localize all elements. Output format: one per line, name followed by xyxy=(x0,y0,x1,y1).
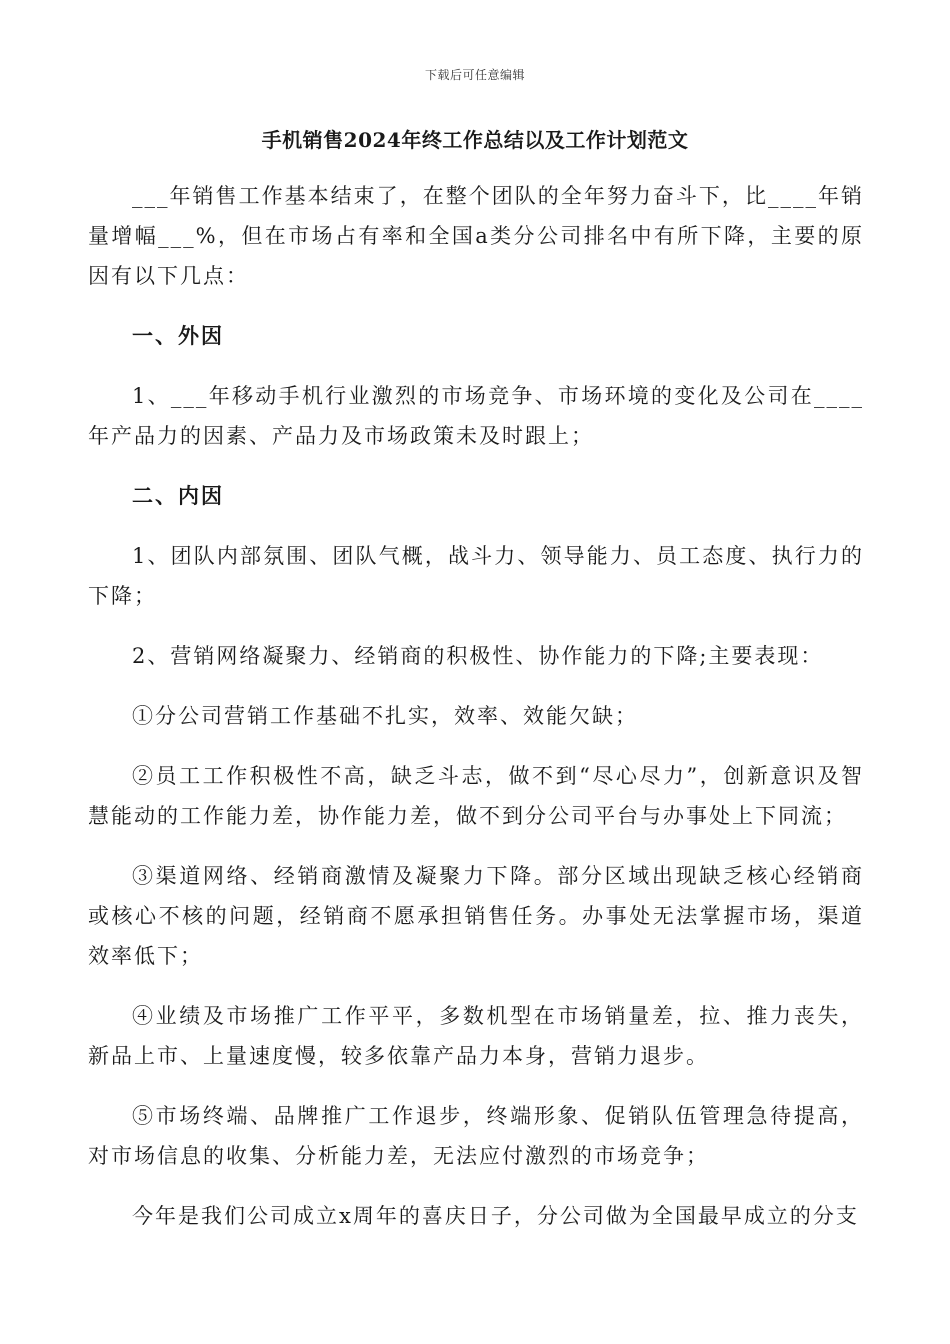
paragraph-internal-1: 1、团队内部氛围、团队气概，战斗力、领导能力、员工态度、执行力的下降； xyxy=(88,544,864,608)
paragraph-intro: ___年销售工作基本结束了，在整个团队的全年努力奋斗下，比____年销量增幅___%，但在市场占有率和全国a类分公司排名中有所下降，主要的原因有以下几点： xyxy=(88,184,864,288)
document-title: 手机销售2024年终工作总结以及工作计划范文 xyxy=(261,128,689,152)
section-heading-external: 一、外因 xyxy=(132,323,224,348)
paragraph-point-2: ②员工工作积极性不高，缺乏斗志，做不到“尽心尽力”，创新意识及智慧能动的工作能力差，协作能力差，做不到分公司平台与办事处上下同流； xyxy=(88,764,864,828)
paragraph-internal-2: 2、营销网络凝聚力、经销商的积极性、协作能力的下降;主要表现： xyxy=(132,644,824,668)
paragraph-point-3: ③渠道网络、经销商激情及凝聚力下降。部分区域出现缺乏核心经销商或核心不核的问题，经销商不愿承担销售任务。办事处无法掌握市场，渠道效率低下； xyxy=(88,864,864,968)
paragraph-external-1: 1、___年移动手机行业激烈的市场竞争、市场环境的变化及公司在____年产品力的因素、产品力及市场政策未及时跟上； xyxy=(88,384,864,448)
paragraph-point-1: ①分公司营销工作基础不扎实，效率、效能欠缺； xyxy=(132,704,638,728)
paragraph-anniversary: 今年是我们公司成立x周年的喜庆日子，分公司做为全国最早成立的分支 xyxy=(132,1204,859,1228)
header-note: 下载后可任意编辑 xyxy=(424,68,525,82)
section-heading-internal: 二、内因 xyxy=(132,483,224,508)
document-body xyxy=(88,176,864,1256)
paragraph-point-5: ⑤市场终端、品牌推广工作退步，终端形象、促销队伍管理急待提高，对市场信息的收集、分析能力差，无法应付激烈的市场竞争； xyxy=(88,1104,864,1168)
paragraph-point-4: ④业绩及市场推广工作平平，多数机型在市场销量差，拉、推力丧失，新品上市、上量速度慢，较多依靠产品力本身，营销力退步。 xyxy=(88,1004,864,1068)
